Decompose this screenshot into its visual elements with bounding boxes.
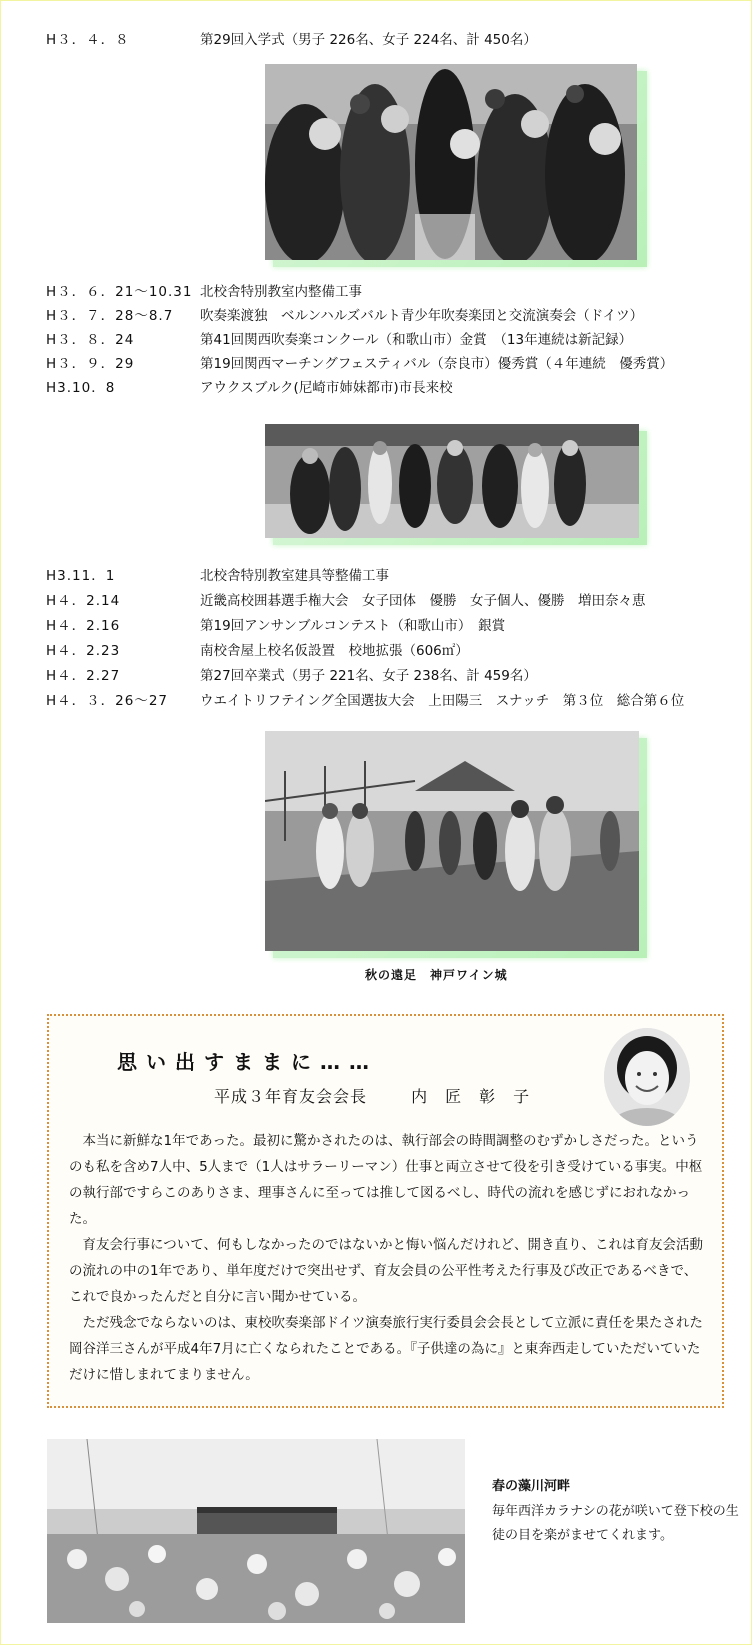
event-text: 北校舎特別教室建具等整備工事 [200, 568, 389, 584]
essay-title: 思い出すままに…… [117, 1050, 378, 1074]
event-date: H４．2.27 [46, 668, 121, 684]
essay-paragraph: 育友会行事について、何もしなかったのではないかと悔い悩んだけれど、開き直り、これは育友会活動の流れの中の1年であり、単年度だけで突出せず、育友会員の公平性考えた行事及び改正であるべきで、これで良かったんだと自分に言い聞かせている。 [69, 1237, 703, 1305]
essay-paragraph: ただ残念でならないのは、東校吹奏楽部ドイツ演奏旅行実行委員会会長として立派に責任を果たされた岡谷洋三さんが平成4年7月に亡くなられたことである。『子供達の為に』と東奔西走していただいていただけに惜しまれてまりません。 [69, 1315, 703, 1383]
author-name: 内匠彰子 [411, 1087, 548, 1106]
event-date: H４．2.16 [46, 618, 121, 634]
essay-paragraph: 本当に新鮮な1年であった。最初に驚かされたのは、執行部会の時間調整のむずかしさだった。というのも私を含め7人中、5人まで（1人はサラーリーマン）仕事と両立させて役を引き受けている事実。中枢の執行部ですらこのありさま、理事さんに至っては推して図るべし、時代の流れを感じずにおれなかった。 [69, 1133, 703, 1227]
author-portrait-photo [604, 1028, 690, 1126]
author-role: 平成３年育友会会長 [214, 1087, 368, 1106]
mayor-visit-photo [265, 424, 639, 538]
event-date: H３．８．24 [46, 332, 135, 348]
event-text: 第29回入学式（男子 226名、女子 224名、計 450名） [200, 32, 537, 48]
event-text: 第19回関西マーチングフェスティバル（奈良市）優秀賞（４年連続 優秀賞） [200, 356, 674, 372]
event-date: H3.11．1 [46, 568, 116, 584]
event-date: H４．2.23 [46, 643, 121, 659]
entrance-ceremony-photo [265, 64, 637, 260]
event-date: H４．３．26〜27 [46, 693, 169, 709]
autumn-excursion-photo [265, 731, 639, 951]
spring-riverside-photo [47, 1439, 465, 1623]
event-text: 第41回関西吹奏楽コンクール（和歌山市）金賞 （13年連続は新記録） [200, 332, 633, 348]
essay-author [214, 1084, 547, 1107]
event-text: 第27回卒業式（男子 221名、女子 238名、計 459名） [200, 668, 537, 684]
event-text: 北校舎特別教室内整備工事 [200, 284, 362, 300]
event-date: H４．2.14 [46, 593, 121, 609]
event-date: H３．４．８ [46, 32, 130, 48]
event-date: H３．６．21〜10.31 [46, 284, 193, 300]
event-text: 近畿高校囲碁選手権大会 女子団体 優勝 女子個人、優勝 増田奈々恵 [200, 593, 646, 609]
spring-photo-title: 春の藻川河畔 [492, 1479, 571, 1494]
autumn-photo-caption: 秋の遠足 神戸ワイン城 [365, 968, 508, 982]
essay-box [47, 1014, 724, 1408]
event-date: H３．７．28〜8.7 [46, 308, 174, 324]
spring-photo-description: 毎年西洋カラナシの花が咲いて登下校の生徒の目を楽がませてくれます。 [492, 1504, 739, 1543]
event-date: H３．９．29 [46, 356, 135, 372]
event-text: 吹奏楽渡独 ベルンハルズバルト青少年吹奏楽団と交流演奏会（ドイツ） [200, 308, 644, 324]
event-text: ウエイトリフテイング全国選抜大会 上田陽三 スナッチ 第３位 総合第６位 [200, 693, 685, 709]
event-date: H3.10．8 [46, 380, 116, 396]
essay-body [69, 1128, 709, 1388]
event-text: 第19回アンサンブルコンテスト（和歌山市） 銀賞 [200, 618, 506, 634]
event-text: アウクスブルク(尼崎市姉妹都市)市長来校 [200, 380, 453, 396]
event-text: 南校舎屋上校名仮設置 校地拡張（606㎡） [200, 643, 469, 659]
